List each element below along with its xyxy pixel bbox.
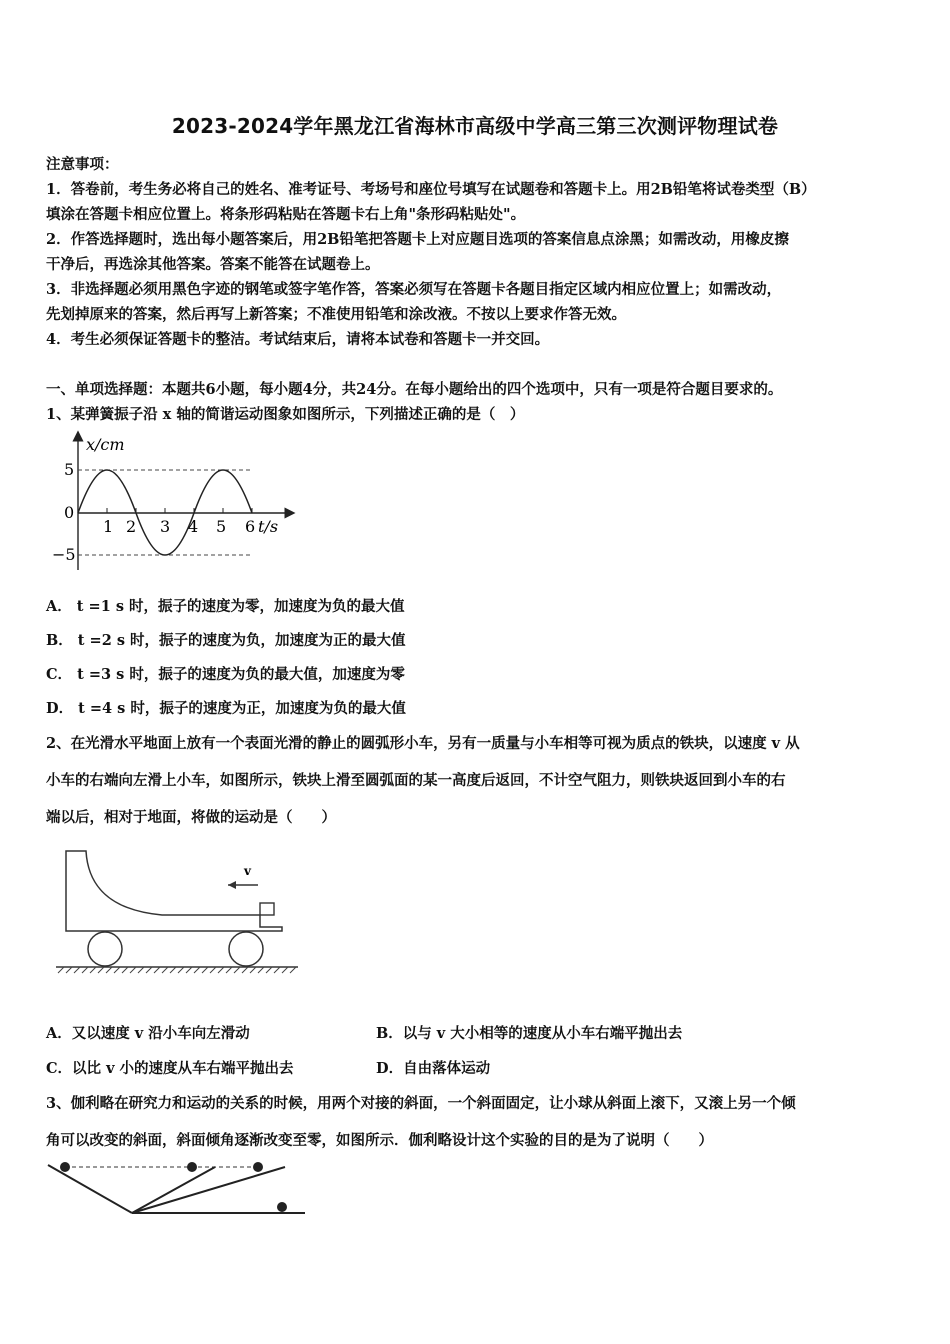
notice-line: 填涂在答题卡相应位置上。将条形码粘贴在答题卡右上角"条形码粘贴处"。	[46, 206, 526, 223]
q2-option-d: D．自由落体运动	[376, 1060, 491, 1077]
page-title: 2023-2024学年黑龙江省海林市高级中学高三第三次测评物理试卷	[171, 114, 779, 138]
x-tick-label: 4	[188, 517, 199, 536]
q3-stem-line: 3、伽利略在研究力和运动的关系的时候，用两个对接的斜面，一个斜面固定，让小球从斜面上滚下，又滚上另一个倾	[46, 1095, 796, 1112]
y-tick-label: −5	[52, 545, 76, 564]
q1-option-c: C． t =3 s 时，振子的速度为负的最大值，加速度为零	[46, 666, 405, 683]
x-tick-label: 3	[160, 517, 171, 536]
q1-option-d: D． t =4 s 时，振子的速度为正，加速度为负的最大值	[46, 700, 406, 717]
section-heading: 一、单项选择题：本题共6小题，每小题4分，共24分。在每小题给出的四个选项中，只有一项是符合题目要求的。	[46, 381, 783, 398]
notice-line: 1．答卷前，考生务必将自己的姓名、准考证号、考场号和座位号填写在试题卷和答题卡上。用2B铅笔将试卷类型（B）	[46, 181, 816, 198]
notice-line: 3．非选择题必须用黑色字迹的钢笔或签字笔作答，答案必须写在答题卡各题目指定区域内相应位置上；如需改动，	[46, 281, 782, 298]
x-tick-label: 1	[103, 517, 114, 536]
q2-stem-line: 2、在光滑水平地面上放有一个表面光滑的静止的圆弧形小车，另有一质量与小车相等可视为质点的铁块，以速度 v 从	[46, 735, 800, 752]
q2-option-b: B．以与 v 大小相等的速度从小车右端平抛出去	[376, 1025, 683, 1042]
q1-shm-graph	[40, 428, 300, 578]
q2-stem-line: 端以后，相对于地面，将做的运动是（ ）	[46, 809, 336, 826]
q1-option-a: A． t =1 s 时，振子的速度为零，加速度为负的最大值	[46, 598, 405, 615]
notice-line: 4．考生必须保证答题卡的整洁。考试结束后，请将本试卷和答题卡一并交回。	[46, 331, 550, 348]
q2-cart-figure	[50, 845, 310, 980]
notice-line: 2．作答选择题时，选出每小题答案后，用2B铅笔把答题卡上对应题目选项的答案信息点涂黑；如需改动，用橡皮擦	[46, 231, 789, 248]
q1-stem: 1、某弹簧振子沿 x 轴的简谐运动图象如图所示，下列描述正确的是（ ）	[46, 406, 525, 423]
q2-stem-line: 小车的右端向左滑上小车，如图所示，铁块上滑至圆弧面的某一高度后返回，不计空气阻力，则铁块返回到小车的右	[46, 772, 786, 789]
q2-option-c: C．以比 v 小的速度从车右端平抛出去	[46, 1060, 294, 1077]
notice-line: 干净后，再选涂其他答案。答案不能答在试题卷上。	[46, 256, 380, 273]
y-tick-label: 0	[64, 503, 75, 522]
q1-option-b: B． t =2 s 时，振子的速度为负，加速度为正的最大值	[46, 632, 406, 649]
x-tick-label: 6	[245, 517, 256, 536]
q2-option-a: A．又以速度 v 沿小车向左滑动	[46, 1025, 250, 1042]
y-tick-label: 5	[64, 460, 75, 479]
x-tick-label: 2	[126, 517, 137, 536]
velocity-label: v	[244, 864, 251, 878]
x-axis-label: t/s	[258, 517, 279, 536]
q3-stem-line: 角可以改变的斜面，斜面倾角逐渐改变至零，如图所示．伽利略设计这个实验的目的是为了说明（ ）	[46, 1132, 713, 1149]
y-axis-label: x/cm	[86, 435, 125, 454]
notice-heading: 注意事项：	[46, 156, 119, 173]
x-tick-label: 5	[216, 517, 227, 536]
q3-incline-figure	[40, 1155, 320, 1225]
notice-line: 先划掉原来的答案，然后再写上新答案；不准使用铅笔和涂改液。不按以上要求作答无效。	[46, 306, 626, 323]
